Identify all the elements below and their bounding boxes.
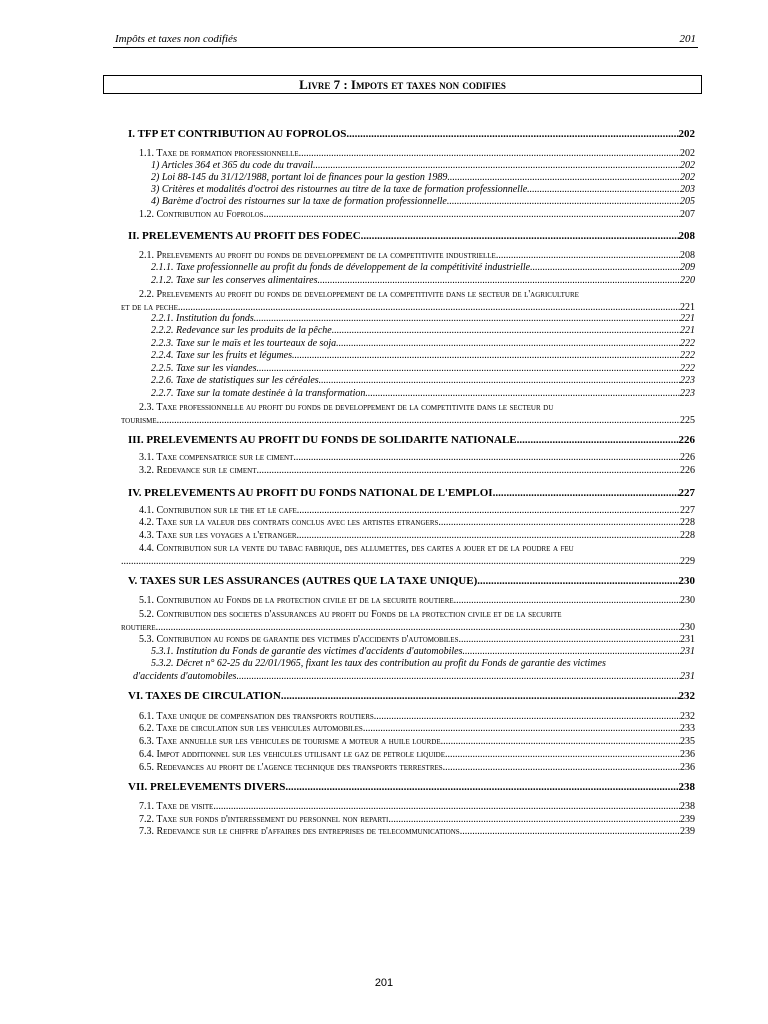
dot-leader [374,711,680,722]
toc-entry-title: 4.3. Taxe sur les voyages a l'etranger [139,530,297,541]
toc-item [151,388,695,401]
dot-leader [293,452,680,463]
toc-subsection [139,517,695,530]
dot-leader [454,595,680,606]
toc-entry-title: 2.2.5. Taxe sur les viandes [151,363,257,374]
toc-page-number: 205 [680,196,695,207]
dot-leader [297,530,680,541]
dot-leader [281,690,679,702]
toc-page-number: 230 [678,575,695,587]
toc-page-number: 223 [680,375,695,386]
header-title: Impôts et taxes non codifiés [115,33,238,45]
toc-section-heading [128,230,695,244]
toc-subsection [139,595,695,608]
toc-page-number: 227 [678,487,695,499]
dot-leader [496,250,680,261]
dot-leader [445,749,680,760]
dot-leader [517,434,679,446]
toc-entry-title: 7.3. Redevance sur le chiffre d'affaires des entreprises de telecommunications [139,826,460,837]
dot-leader [447,196,680,207]
toc-entry-title: 6.3. Taxe annuelle sur les vehicules de tourisme a moteur a huile lourde [139,736,441,747]
toc-page-number: 227 [680,505,695,516]
toc-page-number: 208 [680,250,695,261]
dot-leader [236,671,680,682]
dot-leader [264,209,680,220]
toc-subsection [139,749,695,762]
toc-subsection-line1: 4.4. Contribution sur la vente du tabac fabrique, des allumettes, des cartes a jouer et de la poudre a feu [139,543,574,554]
toc-item [151,196,695,209]
dot-leader [365,388,680,399]
dot-leader [299,148,680,159]
toc-page-number: 229 [680,556,695,567]
toc-page-number: 239 [680,826,695,837]
toc-section-heading [128,690,695,704]
toc-entry-title: 5.1. Contribution au Fonds de la protection civile et de la securite routiere [139,595,454,606]
toc-item [151,375,695,388]
toc-entry-title: 2.1.1. Taxe professionnelle au profit du fonds de développement de la compétitivité industrielle [151,262,531,273]
toc-entry-title: et de la peche [121,302,178,313]
toc-subsection-line1: 2.3. Taxe professionnelle au profit du fonds de developpement de la competitivite dans le secteur du [139,402,554,413]
toc-entry-title: 3.2. Redevance sur le ciment [139,465,257,476]
dot-leader [254,313,680,324]
toc-entry-title: 2.2.7. Taxe sur la tomate destinée à la transformation [151,388,366,399]
toc-entry-title: routiere [121,622,156,633]
toc-page-number: 207 [680,209,695,220]
toc-subsection [139,465,695,478]
toc-subsection-line1: 2.2. Prelevements au profit du fonds de developpement de la competitivite dans le secteur de l'agriculture [139,289,579,300]
toc-entry-title: 6.4. Impot additionnel sur les vehicules utilisant le gaz de petrole liquide [139,749,445,760]
toc-page-number: 202 [680,160,695,171]
toc-entry-title: II. PRELEVEMENTS AU PROFIT DES FODEC [128,230,361,242]
toc-entry-title: 2.2.6. Taxe de statistiques sur les céréales [151,375,319,386]
toc-subsection [139,209,695,222]
dot-leader [477,575,678,587]
toc-entry-title: 1.1. Taxe de formation professionnelle [139,148,299,159]
toc-page-number: 226 [680,452,695,463]
toc-page-number: 238 [678,781,695,793]
toc-entry-title: 3.1. Taxe compensatrice sur le ciment [139,452,294,463]
dot-leader [447,172,680,183]
toc-page-number: 235 [680,736,695,747]
toc-subsection [139,452,695,465]
toc-entry-title: IV. PRELEVEMENTS AU PROFIT DU FONDS NATIONAL DE L'EMPLOI [128,487,493,499]
dot-leader [213,801,680,812]
toc-section-heading [128,487,695,501]
header-page-number: 201 [679,33,696,45]
toc-entry-title: 2.2.4. Taxe sur les fruits et légumes [151,350,293,361]
dot-leader [178,302,680,313]
dot-leader [458,634,680,645]
dot-leader [313,160,680,171]
toc-entry-title: VII. PRELEVEMENTS DIVERS [128,781,286,793]
toc-section-heading [128,128,695,142]
toc-entry-title: 7.2. Taxe sur fonds d'interessement du personnel non reparti [139,814,389,825]
toc-entry-title: d'accidents d'automobiles [133,671,237,682]
toc-page-number: 228 [680,517,695,528]
toc-page-number: 236 [680,762,695,773]
toc-item-line1: 5.3.2. Décret n° 62-25 du 22/01/1965, fixant les taux des contribution au profit du Fonds de garantie des victimes [151,658,606,669]
dot-leader [460,826,680,837]
toc-page-number: 209 [680,262,695,273]
toc-page-number: 231 [680,671,695,682]
dot-leader [336,338,680,349]
toc-page-number: 221 [680,313,695,324]
dot-leader [285,781,678,793]
dot-leader [319,375,680,386]
dot-leader [527,184,680,195]
toc-page-number: 221 [680,325,695,336]
dot-leader [157,415,680,426]
toc-subsection [139,826,695,839]
toc-page-number: 225 [680,415,695,426]
toc-page-number: 221 [680,302,695,313]
toc-page-number: 228 [680,530,695,541]
dot-leader [346,128,678,140]
dot-leader [462,646,680,657]
dot-leader [317,275,680,286]
toc-entry-title: 2.2.1. Institution du fonds [151,313,254,324]
toc-subsection [139,762,695,775]
toc-entry-title: tourisme [121,415,157,426]
toc-page-number: 230 [680,622,695,633]
toc-page-number: 238 [680,801,695,812]
toc-page-number: 232 [680,711,695,722]
toc-entry-title: 6.1. Taxe unique de compensation des transports routiers [139,711,374,722]
toc-entry-title: 4) Barème d'octroi des ristournes sur la taxe de formation professionnelle [151,196,447,207]
dot-leader [292,350,680,361]
toc-entry-title: 6.5. Redevances au profit de l'agence technique des transports terrestres [139,762,443,773]
toc-entry-title: 2.1.2. Taxe sur les conserves alimentaires [151,275,318,286]
toc-subsection-line1: 5.2. Contribution des societes d'assurances au profit du Fonds de la protection civile et de la securite [139,609,562,620]
toc-item-line2 [133,671,695,684]
toc-page-number: 202 [680,172,695,183]
toc-page-number: 202 [680,148,695,159]
toc-page-number: 230 [680,595,695,606]
toc-page-number: 203 [680,184,695,195]
toc-entry-title: 1) Articles 364 et 365 du code du travail [151,160,314,171]
toc-entry-title: 4.2. Taxe sur la valeur des contrats conclus avec les artistes etrangers [139,517,439,528]
toc-page-number: 231 [680,646,695,657]
toc-page-number: 222 [680,350,695,361]
toc-page-number: 222 [680,363,695,374]
dot-leader [441,736,680,747]
toc-page-number: 202 [678,128,695,140]
toc-entry-title: I. TFP ET CONTRIBUTION AU FOPROLOS [128,128,347,140]
toc-entry-title: 7.1. Taxe de visite [139,801,214,812]
toc-item [151,262,695,275]
toc-page-number: 236 [680,749,695,760]
toc-subsection [139,736,695,749]
dot-leader [438,517,680,528]
toc-entry-title: 2.2.2. Redevance sur les produits de la pêche [151,325,332,336]
toc-subsection [139,723,695,736]
toc-page-number: 222 [680,338,695,349]
toc-subsection-line2 [121,556,695,569]
toc-page-number: 232 [678,690,695,702]
toc-entry-title: V. TAXES SUR LES ASSURANCES (AUTRES QUE LA TAXE UNIQUE) [128,575,478,587]
dot-leader [257,465,681,476]
toc-entry-title: III. PRELEVEMENTS AU PROFIT DU FONDS DE SOLIDARITE NATIONALE [128,434,517,446]
toc-entry-title: 2.1. Prelevements au profit du fonds de developpement de la competitivite industrielle [139,250,496,261]
toc-subsection [139,530,695,543]
toc-page-number: 239 [680,814,695,825]
dot-leader [332,325,680,336]
dot-leader [121,556,680,567]
toc-page-number: 223 [680,388,695,399]
toc-section-heading [128,434,695,448]
toc-page-number: 233 [680,723,695,734]
dot-leader [530,262,680,273]
toc-entry-title: 2.2.3. Taxe sur le maïs et les tourteaux de soja [151,338,337,349]
dot-leader [156,622,680,633]
toc-entry-title: 4.1. Contribution sur le the et le cafe [139,505,297,516]
dot-leader [363,723,680,734]
toc-item [151,275,695,288]
dot-leader [361,230,679,242]
dot-leader [493,487,679,499]
toc-entry-title: 3) Critères et modalités d'octroi des ristournes au titre de la taxe de formation professionnelle [151,184,528,195]
toc-entry-title: VI. TAXES DE CIRCULATION [128,690,281,702]
toc-section-heading [128,781,695,795]
toc-page-number: 226 [678,434,695,446]
toc-page-number: 231 [680,634,695,645]
toc-item [151,350,695,363]
dot-leader [297,505,680,516]
toc-page-number: 208 [678,230,695,242]
dot-leader [388,814,680,825]
book-title: Livre 7 : Impots et taxes non codifies [103,75,702,94]
toc-page-number: 226 [680,465,695,476]
footer-page-number: 201 [374,977,394,989]
toc-item [151,325,695,338]
toc-entry-title: 5.3. Contribution au fonds de garantie des victimes d'accidents d'automobiles [139,634,459,645]
toc-entry-title: 2) Loi 88-145 du 31/12/1988, portant loi de finances pour la gestion 1989 [151,172,448,183]
toc-page-number: 220 [680,275,695,286]
toc-subsection-line2 [121,415,695,428]
dot-leader [443,762,680,773]
toc-entry-title: 6.2. Taxe de circulation sur les vehicules automobiles [139,723,363,734]
toc-entry-title: 5.3.1. Institution du Fonds de garantie des victimes d'accidents d'automobiles [151,646,463,657]
toc-subsection [139,801,695,814]
dot-leader [256,363,680,374]
toc-entry-title: 1.2. Contribution au Foprolos [139,209,264,220]
toc-section-heading [128,575,695,589]
